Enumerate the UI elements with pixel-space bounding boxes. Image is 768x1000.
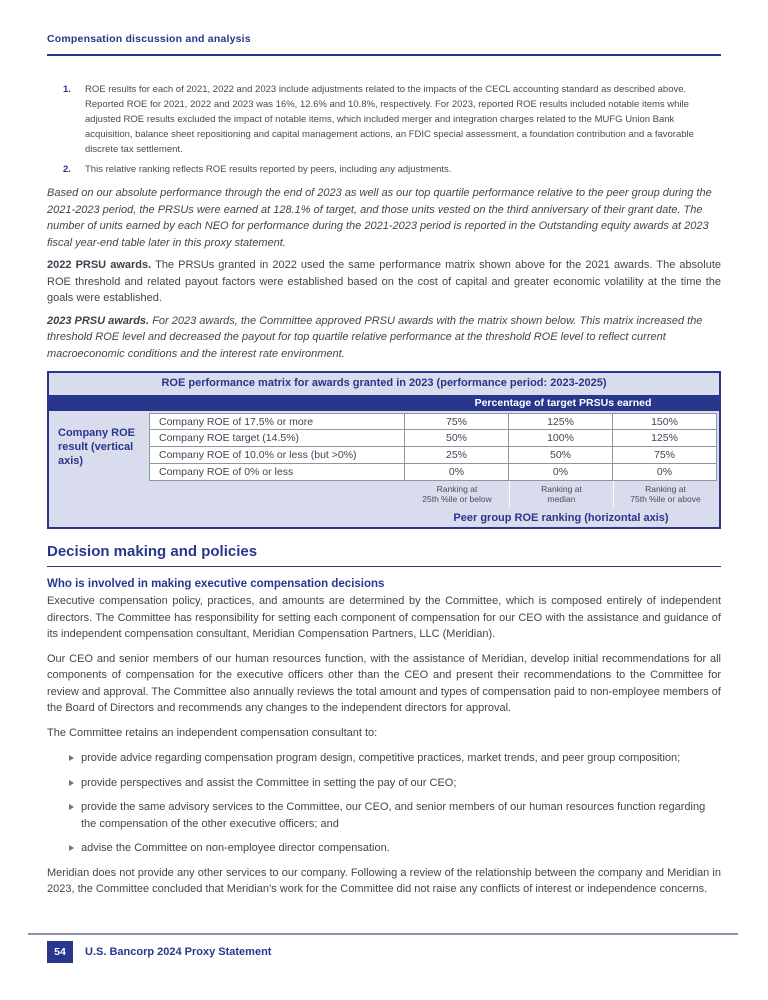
closing-paragraph: Meridian does not provide any other services to our company. Following a review of the relationship between the company and Meridian in 2023, the Committee concluded that Meridian’s work for the Committee did not raise any conflicts of interest or independence concerns. (47, 866, 721, 895)
matrix-cell: 50% (509, 447, 613, 464)
list-item (47, 799, 721, 832)
footnote-text: This relative ranking reflects ROE results reported by peers, including any adjustments. (85, 164, 452, 175)
prsu-2022-text: The PRSUs granted in 2022 used the same performance matrix shown above for the 2021 awards. The absolute ROE threshold and related payout factors were established based on the cost of capital and greater economic volatility at the time the goals were established. (47, 259, 721, 304)
running-header-rule (47, 54, 721, 56)
page-number-badge: 54 (47, 941, 73, 963)
ranking-line: 75th %ile or above (630, 494, 701, 504)
roe-performance-matrix-table (47, 371, 721, 529)
matrix-spacer (49, 507, 405, 527)
matrix-row-label: Company ROE of 17.5% or more (149, 413, 405, 430)
matrix-cell: 25% (405, 447, 509, 464)
ranking-line: Ranking at (436, 483, 478, 494)
running-header-title: Compensation discussion and analysis (47, 33, 251, 45)
matrix-cell: 100% (509, 430, 613, 447)
matrix-cell: 0% (509, 464, 613, 481)
body-paragraph: Our CEO and senior members of our human resources function, with the assistance of Meridian, develop initial recommendations for all components of compensation for the executive officers other than the CEO and present their recommendations to the Committee for review and approval. The Committee also annually reviews the total amount and types of compensation paid to non-employee members of the Board of Directors and recommends any changes to the independent directors for approval. (47, 652, 721, 714)
bullet-text: provide perspectives and assist the Committee in setting the pay of our CEO; (81, 776, 457, 789)
ranking-line: Ranking at (541, 483, 582, 494)
matrix-row-label: Company ROE target (14.5%) (149, 430, 405, 447)
bullet-text: provide the same advisory services to the Committee, our CEO, and senior members of our human resources function regarding the compensation of the other executive officers; and (81, 801, 706, 830)
matrix-column-axis-label: Peer group ROE ranking (horizontal axis) (453, 512, 669, 524)
bullet-text: advise the Committee on non-employee director compensation. (81, 842, 390, 854)
matrix-cell: 75% (405, 413, 509, 430)
bullet-arrow-icon (69, 804, 74, 810)
matrix-cell: 125% (613, 430, 717, 447)
bullet-arrow-icon (69, 845, 74, 851)
performance-summary-paragraph: Based on our absolute performance through the end of 2023 as well as our top quartile performance relative to the peer group during the 2021-2023 period, the PRSUs were earned at 128.1% of target, and those units vested on the third anniversary of their grant date. The number of units earned by each NEO for performance during the 2021-2023 period is reported in the Outstanding equity awards at 2023 fiscal year-end table later in this proxy statement. (47, 187, 712, 249)
footnote-item (47, 82, 721, 157)
prsu-2022-lead: 2022 PRSU awards. (47, 259, 152, 271)
matrix-column-footer (405, 481, 509, 507)
matrix-column-footer (613, 481, 717, 507)
matrix-spacer (49, 481, 405, 507)
matrix-grid (49, 411, 719, 527)
ranking-line: Ranking at (645, 483, 686, 494)
body-paragraph: Executive compensation policy, practices, and amounts are determined by the Committee, which is composed entirely of independent directors. The Committee has responsibility for setting each component of compensation for our CEO with the assistance and guidance of its independent compensation consultant, Meridian Compensation Partners, LLC (Meridian). (47, 595, 721, 640)
ranking-line: 25th %ile or below (422, 494, 492, 504)
footnote-text: ROE results for each of 2021, 2022 and 2023 include adjustments related to the impacts of the CECL accounting standard as described above. Reported ROE for 2021, 2022 and 2023 was 16%, 12.6% and 10.8%, respectively. For 2023, reported ROE results included notable items while adjusted ROE results excluded the impact of notable items, which included merger and integration charges related to the MUFG Union Bank acquisition, balance sheet repositioning and capital management actions, an FDIC special assessment, a foundation contribution and a favorable discrete tax settlement. (85, 84, 694, 155)
matrix-column-band (49, 395, 719, 411)
prsu-2023-lead: 2023 PRSU awards. (47, 314, 150, 327)
section-subheading: Who is involved in making executive compensation decisions (47, 578, 385, 590)
matrix-column-footer (509, 481, 613, 507)
prsu-2023-text: For 2023 awards, the Committee approved PRSU awards with the matrix shown below. This matrix increased the threshold ROE level and decreased the payout for top quartile relative performance at the threshold ROE level to reflect current macroeconomic conditions and the interest rate environment. (47, 314, 703, 360)
matrix-row-label: Company ROE of 10.0% or less (but >0%) (149, 447, 405, 464)
list-item (47, 750, 721, 767)
list-item (47, 775, 721, 792)
matrix-title: ROE performance matrix for awards granted in 2023 (performance period: 2023-2025) (161, 377, 607, 389)
matrix-cell: 0% (405, 464, 509, 481)
footnote-number: 1. (63, 84, 71, 95)
prsu-2023-paragraph (47, 313, 721, 363)
bullet-text: provide advice regarding compensation program design, competitive practices, market trends, and peer group composition; (81, 752, 681, 764)
page-footer (47, 941, 271, 963)
bullet-arrow-icon (69, 780, 74, 786)
matrix-cell: 75% (613, 447, 717, 464)
footnote-number: 2. (63, 164, 71, 175)
matrix-cell: 0% (613, 464, 717, 481)
footnote-list (47, 82, 721, 177)
matrix-cell: 125% (509, 413, 613, 430)
ranking-line: median (547, 494, 576, 504)
footer-document-title: U.S. Bancorp 2024 Proxy Statement (85, 946, 272, 958)
matrix-row-axis-label: Company ROE result (vertical axis) (58, 427, 136, 467)
matrix-cell: 150% (613, 413, 717, 430)
list-item (47, 840, 721, 857)
body-paragraph: The Committee retains an independent compensation consultant to: (47, 726, 378, 739)
matrix-cell: 50% (405, 430, 509, 447)
prsu-2022-paragraph (47, 257, 721, 307)
matrix-row-label: Company ROE of 0% or less (149, 464, 405, 481)
bullet-list (47, 750, 721, 857)
footer-rule (28, 933, 738, 935)
section-heading: Decision making and policies (47, 543, 258, 560)
section-heading-rule (47, 566, 721, 567)
bullet-arrow-icon (69, 755, 74, 761)
matrix-band-header: Percentage of target PRSUs earned (474, 397, 652, 409)
footnote-item (47, 162, 721, 177)
